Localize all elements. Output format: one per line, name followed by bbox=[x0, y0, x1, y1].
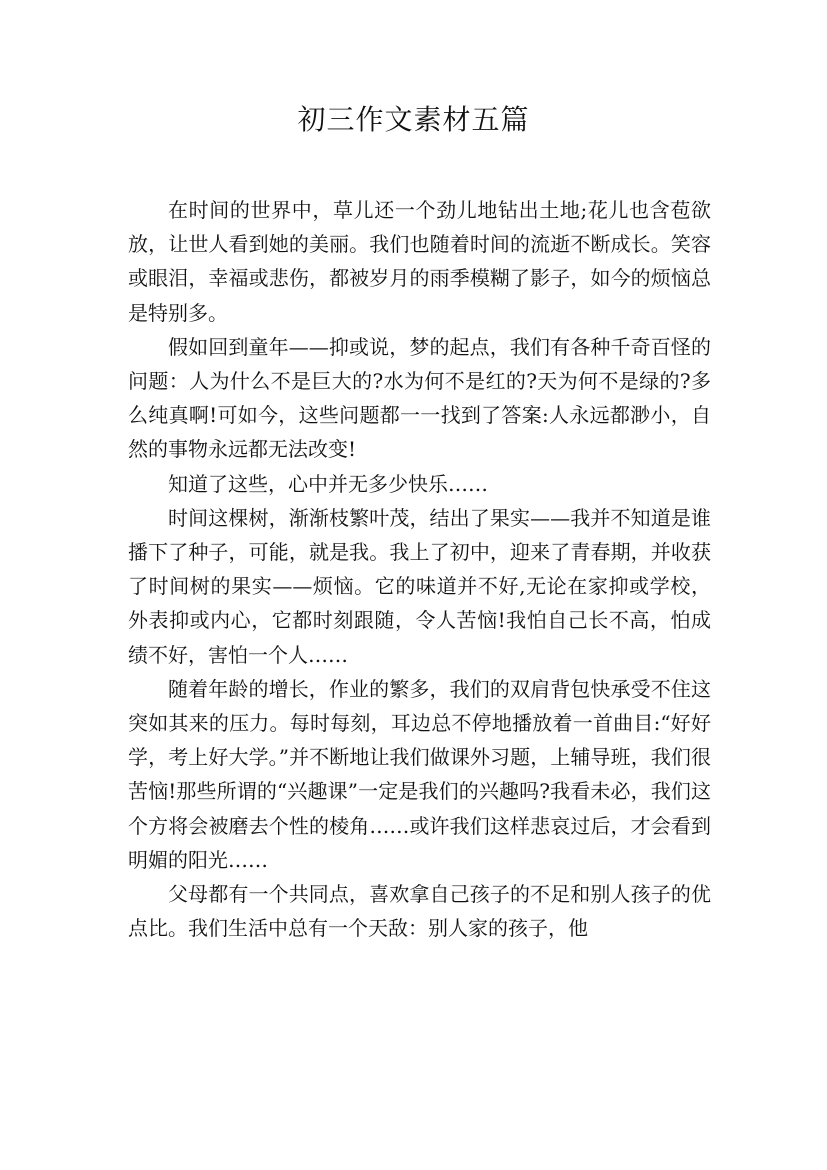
document-title: 初三作文素材五篇 bbox=[297, 103, 530, 136]
document-body bbox=[128, 193, 711, 945]
paragraph: 假如回到童年——抑或说，梦的起点，我们有各种千奇百怪的问题：人为什么不是巨大的?水为何不是红的?天为何不是绿的?多么纯真啊!可如今，这些问题都一一找到了答案:人永远都渺小，自然的事物永远都无法改变! bbox=[128, 334, 711, 462]
paragraph: 随着年龄的增长，作业的繁多，我们的双肩背包快承受不住这突如其来的压力。每时每刻，耳边总不停地播放着一首曲目:“好好学，考上好大学。”并不断地让我们做课外习题，上辅导班，我们很苦恼!那些所谓的“兴趣课”一定是我们的兴趣吗?我看未必，我们这个方将会被磨去个性的棱角……或许我们这样悲哀过后，才会看到明媚的阳光…… bbox=[128, 676, 711, 872]
paragraph: 父母都有一个共同点，喜欢拿自己孩子的不足和别人孩子的优点比。我们生活中总有一个天敌：别人家的孩子，他 bbox=[128, 882, 711, 941]
paragraph: 时间这棵树，渐渐枝繁叶茂，结出了果实——我并不知道是谁播下了种子，可能，就是我。我上了初中，迎来了青春期，并收获了时间树的果实——烦恼。它的味道并不好,无论在家抑或学校，外表抑或内心，它都时刻跟随，令人苦恼!我怕自己长不高，怕成绩不好，害怕一个人…… bbox=[128, 505, 711, 667]
paragraph: 在时间的世界中，草儿还一个劲儿地钻出土地;花儿也含苞欲放，让世人看到她的美丽。我们也随着时间的流逝不断成长。笑容或眼泪，幸福或悲伤，都被岁月的雨季模糊了影子，如今的烦恼总是特别多。 bbox=[128, 198, 711, 325]
paragraph: 知道了这些，心中并无多少快乐…… bbox=[168, 471, 488, 496]
